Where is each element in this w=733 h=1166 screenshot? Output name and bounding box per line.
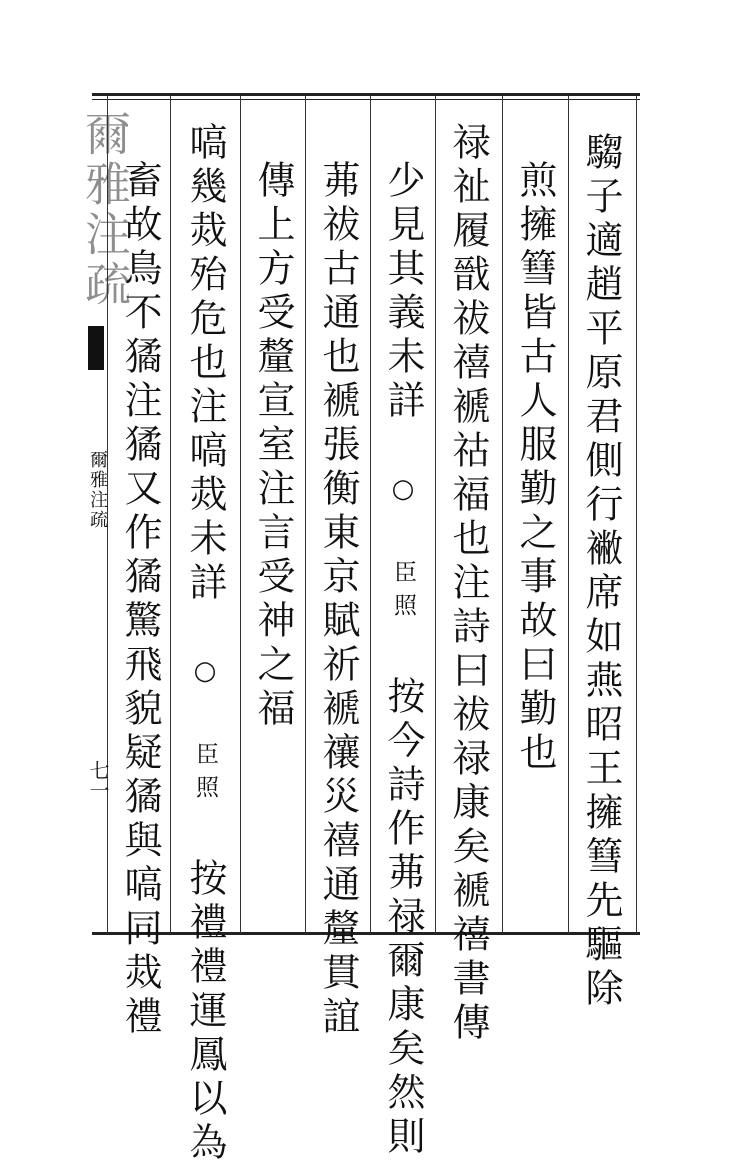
column-divider [435,96,436,934]
column-divider [370,96,371,934]
column-divider [240,96,241,934]
annotator-label: 臣照 [192,742,218,808]
text-column-1 [578,132,624,1012]
text-column-5 [315,160,361,1040]
margin-fishtail-mark [88,326,104,370]
column-divider [568,96,569,934]
top-border-thin [92,99,640,100]
margin-page-number: 七一 [86,760,110,800]
margin-section-title: 爾雅注疏 [87,450,108,530]
column-text: 騶子適趙平原君側行襒席如燕昭王擁篲先驅除 [579,132,623,1012]
text-column-3 [445,122,491,1046]
text-column-6 [250,160,296,732]
circle-mark: ○ [388,474,418,510]
column-text: 畜故鳥不獝注獝又作獝驚飛貌疑獝與嗃同烖禮 [118,160,162,1040]
column-divider [636,96,637,934]
margin-book-title: 爾雅注疏 [78,110,132,310]
bottom-border [92,932,640,935]
column-text: 按今詩作茀禄爾康矣然則 [381,676,425,1160]
annotator-label: 臣照 [390,560,416,626]
text-column-2 [512,160,558,776]
column-text: 煎擁篲皆古人服勤之事故曰勤也 [513,160,557,776]
top-border [92,93,640,96]
circle-mark: ○ [190,656,220,692]
text-column-7 [182,122,228,1166]
text-column-4 [380,160,426,1160]
column-text: 茀祓古通也褫張衡東京賦祈褫禳災禧通釐貫誼 [316,160,360,1040]
column-divider [170,96,171,934]
column-divider [502,96,503,934]
column-text: 嗃幾烖殆危也注嗃烖未詳 [183,122,227,606]
column-text: 傳上方受釐宣室注言受神之福 [251,160,295,732]
column-divider [305,96,306,934]
column-text: 禄祉履戩祓禧褫祜福也注詩曰祓禄康矣褫禧書傳 [446,122,490,1046]
column-text: 按禮禮運鳳以為 [183,858,227,1166]
column-text: 少見其義未詳 [381,160,425,424]
text-column-8 [117,160,163,1040]
